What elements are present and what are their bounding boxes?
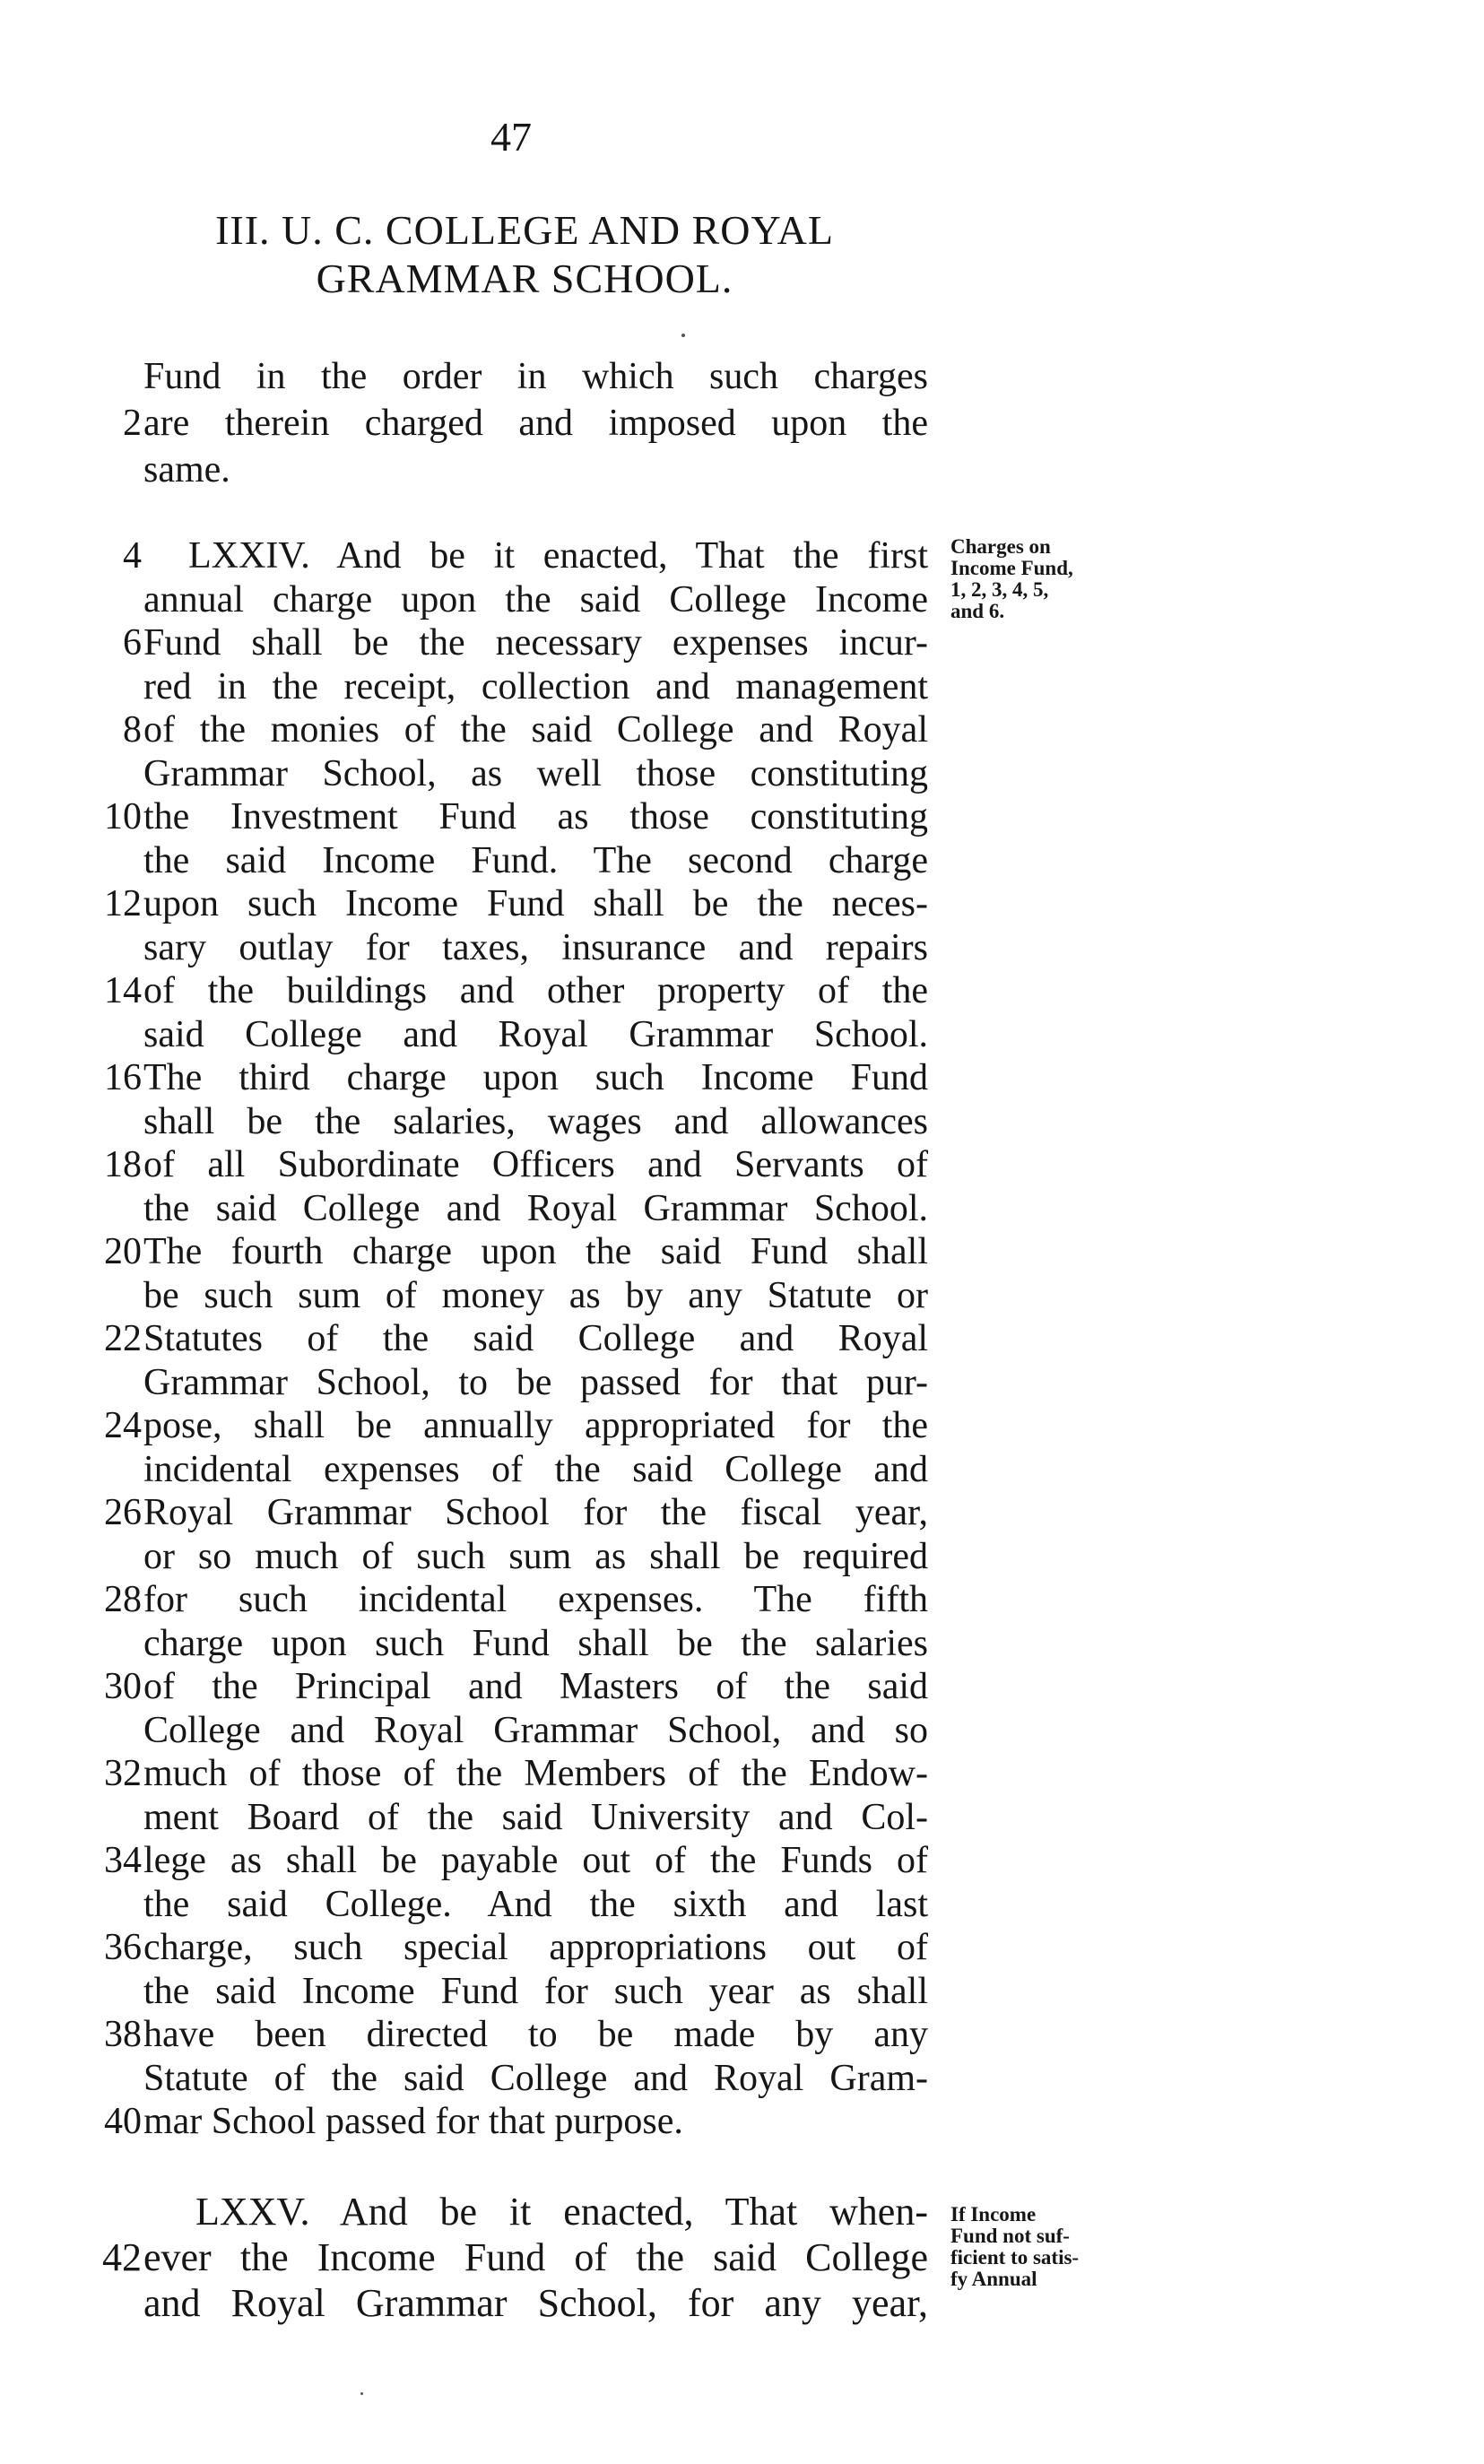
line-text: incidental expenses of the said College and xyxy=(143,1448,928,1490)
line-text: charge upon such Fund shall be the salaries xyxy=(143,1622,928,1664)
line-number: 14 xyxy=(104,970,142,1011)
paper-speck xyxy=(360,2392,363,2395)
line-text: upon such Income Fund shall be the neces- xyxy=(143,883,928,924)
line-text: be such sum of money as by any Statute or xyxy=(143,1274,928,1316)
text-line xyxy=(0,1751,986,1796)
paper-speck xyxy=(681,334,685,337)
text-line xyxy=(0,968,986,1013)
text-line xyxy=(0,664,986,709)
line-number: 4 xyxy=(123,535,142,577)
line-text: Fund shall be the necessary expenses incur- xyxy=(143,622,928,664)
line-text: shall be the salaries, wages and allowances xyxy=(143,1100,928,1142)
margin-note-charges xyxy=(950,536,1121,622)
text-line xyxy=(0,751,986,796)
line-number: 20 xyxy=(104,1231,142,1272)
margin-note-line: Charges on xyxy=(950,535,1051,558)
text-line xyxy=(0,707,986,752)
line-number: 12 xyxy=(104,883,142,924)
text-line xyxy=(0,1795,986,1840)
text-line xyxy=(0,1621,986,1666)
line-text: have been directed to be made by any xyxy=(143,2014,928,2055)
margin-note-line: fy Annual xyxy=(950,2268,1037,2290)
line-text: the said Income Fund. The second charge xyxy=(143,839,928,881)
line-text: for such incidental expenses. The fifth xyxy=(143,1579,928,1620)
text-line xyxy=(0,534,986,578)
line-text: ever the Income Fund of the said College xyxy=(143,2235,928,2279)
text-line xyxy=(0,1708,986,1753)
text-line xyxy=(0,1099,986,1144)
text-line xyxy=(0,620,986,665)
line-text: College and Royal Grammar School, and so xyxy=(143,1709,928,1751)
margin-note-line: 1, 2, 3, 4, 5, xyxy=(950,578,1049,601)
line-text: The third charge upon such Income Fund xyxy=(143,1057,928,1098)
line-text: annual charge upon the said College Income xyxy=(143,578,928,620)
line-number: 22 xyxy=(104,1318,142,1359)
text-line xyxy=(0,1925,986,1970)
line-number: 8 xyxy=(123,709,142,750)
text-line xyxy=(0,1447,986,1492)
line-number: 18 xyxy=(104,1144,142,1185)
line-text: of all Subordinate Officers and Servants of xyxy=(143,1144,928,1185)
text-line xyxy=(0,1273,986,1318)
margin-note-line: ficient to satis- xyxy=(950,2246,1080,2269)
text-line xyxy=(0,1055,986,1100)
line-text: ment Board of the said University and Col- xyxy=(143,1796,928,1838)
line-text: much of those of the Members of the Endow- xyxy=(143,1753,928,1794)
line-text: the said College. And the sixth and last xyxy=(143,1883,928,1925)
line-text: of the monies of the said College and Royal xyxy=(143,709,928,750)
line-text: LXXIV. And be it enacted, That the first xyxy=(188,535,928,577)
line-number: 10 xyxy=(104,796,142,837)
text-line xyxy=(0,1534,986,1579)
line-text: Statute of the said College and Royal Gram- xyxy=(143,2057,928,2099)
text-line xyxy=(0,577,986,622)
text-line xyxy=(0,2281,986,2326)
line-text: and Royal Grammar School, for any year, xyxy=(143,2281,928,2325)
text-line xyxy=(0,354,986,399)
line-text: Royal Grammar School for the fiscal year, xyxy=(143,1492,928,1533)
line-number: 24 xyxy=(104,1405,142,1446)
margin-note-income-fund xyxy=(950,2204,1121,2290)
line-number: 32 xyxy=(104,1753,142,1794)
line-text: Fund in the order in which such charges xyxy=(143,356,928,397)
line-number: 38 xyxy=(104,2014,142,2055)
margin-note-line: Income Fund, xyxy=(950,557,1073,579)
line-text: same. xyxy=(143,449,230,490)
line-text: the said Income Fund for such year as shall xyxy=(143,1970,928,2012)
margin-note-line: If Income xyxy=(950,2203,1037,2225)
text-line xyxy=(0,1316,986,1361)
line-text: the said College and Royal Grammar School. xyxy=(143,1187,928,1229)
text-line xyxy=(0,1360,986,1405)
page-number: 47 xyxy=(490,114,532,160)
line-number: 28 xyxy=(104,1579,142,1620)
line-number: 34 xyxy=(104,1840,142,1881)
line-text: the Investment Fund as those constituting xyxy=(143,796,928,837)
text-line xyxy=(0,2190,986,2234)
margin-note-line: Fund not suf- xyxy=(950,2225,1070,2247)
line-text: of the Principal and Masters of the said xyxy=(143,1666,928,1707)
text-line xyxy=(0,1490,986,1535)
line-text: charge, such special appropriations out of xyxy=(143,1927,928,1968)
text-line xyxy=(0,401,986,446)
line-number: 42 xyxy=(102,2235,142,2279)
line-text: The fourth charge upon the said Fund shall xyxy=(143,1231,928,1272)
line-number: 2 xyxy=(123,403,142,444)
section-heading xyxy=(121,206,928,303)
text-line xyxy=(0,1186,986,1231)
line-number: 30 xyxy=(104,1666,142,1707)
text-line xyxy=(0,447,986,492)
line-text: of the buildings and other property of the xyxy=(143,970,928,1011)
line-number: 6 xyxy=(123,622,142,664)
line-number: 36 xyxy=(104,1927,142,1968)
line-text: mar School passed for that purpose. xyxy=(143,2101,683,2142)
text-line xyxy=(0,1229,986,1274)
line-text: pose, shall be annually appropriated for the xyxy=(143,1405,928,1446)
text-line xyxy=(0,1664,986,1709)
text-line xyxy=(0,2012,986,2057)
text-line xyxy=(0,881,986,926)
text-line xyxy=(0,2235,986,2280)
line-text: are therein charged and imposed upon the xyxy=(143,403,928,444)
text-line xyxy=(0,1969,986,2014)
margin-note-line: and 6. xyxy=(950,600,1005,622)
text-line xyxy=(0,1403,986,1448)
line-number: 26 xyxy=(104,1492,142,1533)
line-number: 16 xyxy=(104,1057,142,1098)
section-heading-line-2: GRAMMAR SCHOOL. xyxy=(316,256,733,301)
text-line xyxy=(0,1142,986,1187)
text-line xyxy=(0,1012,986,1057)
text-line xyxy=(0,838,986,883)
text-line xyxy=(0,1577,986,1622)
line-text: or so much of such sum as shall be required xyxy=(143,1535,928,1577)
line-text: Statutes of the said College and Royal xyxy=(143,1318,928,1359)
line-text: lege as shall be payable out of the Funds of xyxy=(143,1840,928,1881)
line-number: 40 xyxy=(104,2101,142,2142)
text-line xyxy=(0,794,986,839)
line-text: sary outlay for taxes, insurance and repairs xyxy=(143,926,928,968)
text-line xyxy=(0,2099,986,2144)
section-heading-line-1: III. U. C. COLLEGE AND ROYAL xyxy=(215,207,834,253)
line-text: Grammar School, as well those constituting xyxy=(143,752,928,794)
line-text: red in the receipt, collection and management xyxy=(143,665,928,707)
text-line xyxy=(0,925,986,970)
line-text: said College and Royal Grammar School. xyxy=(143,1013,928,1055)
text-line xyxy=(0,2056,986,2101)
line-text: Grammar School, to be passed for that pur- xyxy=(143,1361,928,1403)
text-line xyxy=(0,1838,986,1883)
text-line xyxy=(0,1882,986,1927)
line-text: LXXV. And be it enacted, That when- xyxy=(195,2190,928,2234)
